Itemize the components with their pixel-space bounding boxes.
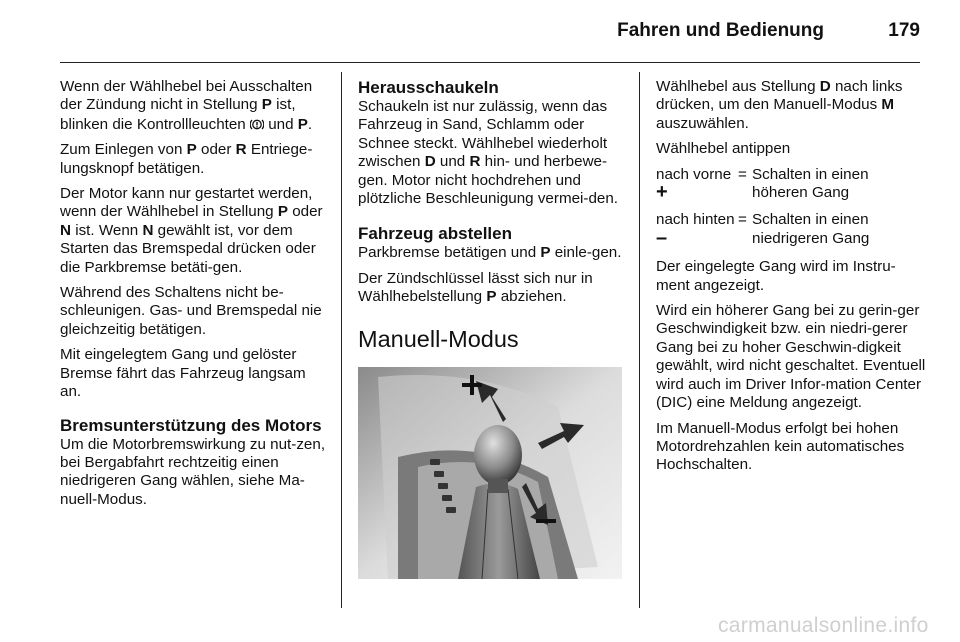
section-heading: Fahrzeug abstellen xyxy=(358,224,512,244)
shift-direction: nach vorne xyxy=(656,165,732,183)
paragraph: Wird ein höherer Gang bei zu gerin-ger Geschwindigkeit bzw. ein niedri-gerer Gang bei zu hoher Geschwin-digkeit gewählt, wird nicht geschaltet. Eventuell wird auch im Driver Infor-mation Center (DIC) eine Meldung angezeigt. xyxy=(656,302,926,412)
plus-icon: + xyxy=(656,181,668,204)
page-title: Fahren und Bedienung xyxy=(617,20,824,41)
shift-result: Schalten in einen niedrigeren Gang xyxy=(752,211,870,247)
column-1 xyxy=(60,78,328,516)
paragraph: Der Zündschlüssel lässt sich nur in Wählhebelstellung P abziehen. xyxy=(358,269,593,306)
paragraph: Um die Motorbremswirkung zu nut-zen, bei Bergabfahrt rechtzeitig einen niedrigeren Gang wählen, siehe Ma-nuell-Modus. xyxy=(60,435,326,508)
equals-sign: = xyxy=(738,165,747,183)
minus-icon: – xyxy=(656,226,668,249)
shift-row-up xyxy=(656,166,926,203)
paragraph: Wählhebel antippen xyxy=(656,140,791,158)
column-divider-1 xyxy=(341,72,342,608)
paragraph: Schaukeln ist nur zulässig, wenn das Fahrzeug in Sand, Schlamm oder Schnee steckt. Wählhebel wiederholt zwischen D und R hin- und herbewe-gen. Motor nicht hochdrehen und plötzliche Beschleunigung vermei-den. xyxy=(358,98,619,208)
column-divider-2 xyxy=(639,72,640,608)
shift-direction: nach hinten xyxy=(656,211,735,229)
page-header xyxy=(60,0,920,63)
column-2 xyxy=(358,78,628,579)
paragraph: Wählhebel aus Stellung D nach links drücken, um den Manuell-Modus M auszuwählen. xyxy=(656,78,903,132)
paragraph: Mit eingelegtem Gang und gelöster Bremse fährt das Fahrzeug langsam an. xyxy=(60,346,306,401)
paragraph: Im Manuell-Modus erfolgt bei hohen Motordrehzahlen kein automatisches Hochschalten. xyxy=(656,419,905,474)
paragraph: Der eingelegte Gang wird im Instru-ment angezeigt. xyxy=(656,258,896,294)
watermark-link[interactable]: carmanualsonline.info xyxy=(718,614,929,637)
paragraph: Zum Einlegen von P oder R Entriege-lungsknopf betätigen. xyxy=(60,141,313,177)
paragraph: Der Motor kann nur gestartet werden, wenn der Wählhebel in Stellung P oder N ist. Wenn N gewählt ist, vor dem Starten das Bremspedal drücken oder die Parkbremse betäti-gen. xyxy=(60,185,323,276)
column-3 xyxy=(656,78,926,482)
section-heading: Herausschaukeln xyxy=(358,78,499,97)
page-number: 179 xyxy=(888,20,920,41)
paragraph: Wenn der Wählhebel bei Ausschalten der Zündung nicht in Stellung P ist, blinken die Kontrollleuchten und P. xyxy=(60,78,313,133)
shift-row-down xyxy=(656,211,926,248)
paragraph: Während des Schaltens nicht be-schleunigen. Gas- und Bremspedal nie gleichzeitig betätigen. xyxy=(60,284,322,338)
section-heading: Bremsunterstützung des Motors xyxy=(60,415,322,435)
brake-warning-lamp-icon xyxy=(250,116,264,132)
paragraph: Parkbremse betätigen und P einle-gen. xyxy=(358,244,622,262)
equals-sign: = xyxy=(738,211,747,229)
gear-lever-manual-mode-illustration xyxy=(358,367,622,579)
shift-result: Schalten in einen höheren Gang xyxy=(752,165,869,202)
chapter-heading: Manuell-Modus xyxy=(358,325,519,352)
